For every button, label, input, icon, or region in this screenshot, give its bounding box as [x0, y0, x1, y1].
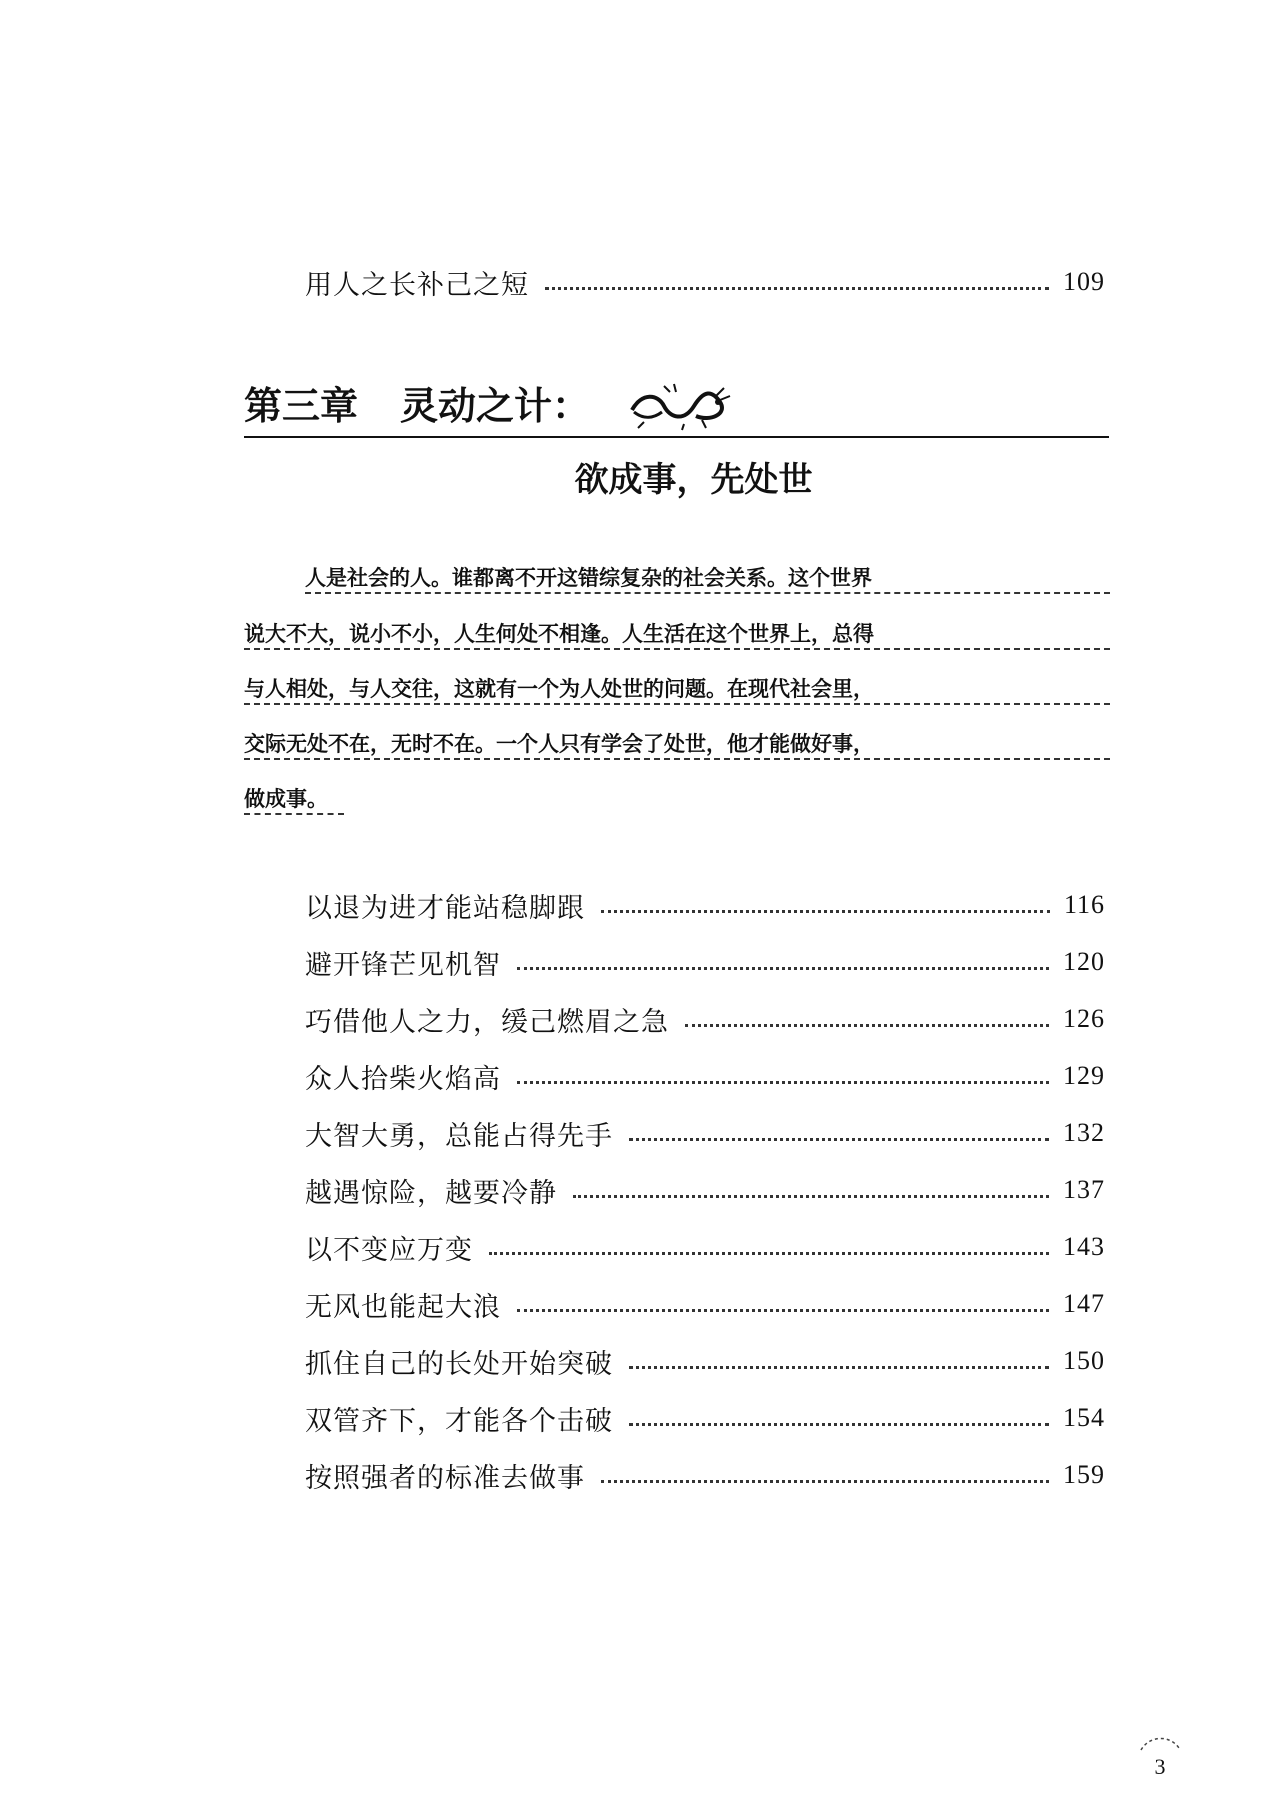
toc-entry [305, 1227, 1105, 1267]
toc-entry [305, 1056, 1105, 1096]
toc-entry [305, 1284, 1105, 1324]
toc-leader-dots [517, 1081, 1049, 1084]
intro-line: 说大不大，说小不小，人生何处不相逢。人生活在这个世界上，总得 [244, 621, 874, 646]
intro-line: 做成事。 [244, 786, 328, 811]
toc-entry-page: 116 [1063, 890, 1105, 919]
toc-leader-dots [545, 287, 1049, 290]
toc-entry [305, 1170, 1105, 1210]
toc-leader-dots [601, 1480, 1049, 1483]
toc-entry-page: 147 [1063, 1289, 1105, 1318]
toc-entry-title: 无风也能起大浪 [305, 1291, 501, 1323]
intro-line: 交际无处不在，无时不在。一个人只有学会了处世，他才能做好事， [244, 731, 874, 756]
chapter-number: 第三章 [244, 383, 359, 428]
toc-entry-page: 137 [1063, 1175, 1105, 1204]
intro-underline [244, 703, 1110, 705]
intro-underline [244, 813, 344, 815]
toc-entry-title: 以不变应万变 [305, 1234, 473, 1266]
toc-entry [305, 1113, 1105, 1153]
toc-leader-dots [573, 1195, 1049, 1198]
toc-entry-title: 越遇惊险，越要冷静 [305, 1177, 557, 1209]
intro-underline [244, 648, 1110, 650]
page-number-mark [1135, 1730, 1185, 1775]
chapter-heading [244, 372, 734, 432]
toc-leader-dots [629, 1138, 1049, 1141]
toc-entry-page: 126 [1063, 1004, 1105, 1033]
intro-underline [305, 592, 1110, 594]
toc-leader-dots [517, 1309, 1049, 1312]
toc-leader-dots [601, 910, 1050, 913]
intro-line: 人是社会的人。谁都离不开这错综复杂的社会关系。这个世界 [305, 565, 872, 590]
toc-leader-dots [629, 1423, 1049, 1426]
toc-entry-page: 120 [1063, 947, 1105, 976]
toc-entry-page: 154 [1063, 1403, 1105, 1432]
chapter-subtitle: 欲成事，先处世 [574, 460, 813, 500]
toc-leader-dots [517, 967, 1049, 970]
toc-entry [305, 885, 1105, 925]
toc-entry [305, 1455, 1105, 1495]
toc-entry-title: 用人之长补己之短 [305, 269, 529, 301]
dragon-icon [624, 372, 734, 432]
page-number: 3 [1154, 1754, 1166, 1775]
toc-entry-title: 避开锋芒见机智 [305, 949, 501, 981]
chapter-title: 灵动之计： [400, 383, 591, 428]
toc-entry-title: 巧借他人之力，缓己燃眉之急 [305, 1006, 669, 1038]
toc-entry-title: 以退为进才能站稳脚跟 [305, 892, 585, 924]
toc-leader-dots [489, 1252, 1049, 1255]
toc-entry-page: 109 [1063, 267, 1105, 296]
toc-entry-title: 双管齐下，才能各个击破 [305, 1405, 613, 1437]
toc-entry-page: 143 [1063, 1232, 1105, 1261]
toc-leader-dots [685, 1024, 1049, 1027]
toc-entry [305, 999, 1105, 1039]
toc-entry [305, 1398, 1105, 1438]
toc-entry-title: 按照强者的标准去做事 [305, 1462, 585, 1494]
toc-entry [305, 262, 1105, 302]
toc-entry-page: 129 [1063, 1061, 1105, 1090]
chapter-divider [244, 436, 1109, 438]
toc-entry [305, 942, 1105, 982]
toc-entry-title: 大智大勇，总能占得先手 [305, 1120, 613, 1152]
intro-underline [244, 758, 1110, 760]
toc-entry-page: 159 [1063, 1460, 1105, 1489]
intro-line: 与人相处，与人交往，这就有一个为人处世的问题。在现代社会里， [244, 676, 874, 701]
toc-entry-page: 132 [1063, 1118, 1105, 1147]
toc-leader-dots [629, 1366, 1049, 1369]
toc-entry-title: 抓住自己的长处开始突破 [305, 1348, 613, 1380]
toc-entry-page: 150 [1063, 1346, 1105, 1375]
toc-entry-title: 众人拾柴火焰高 [305, 1063, 501, 1095]
toc-entry [305, 1341, 1105, 1381]
